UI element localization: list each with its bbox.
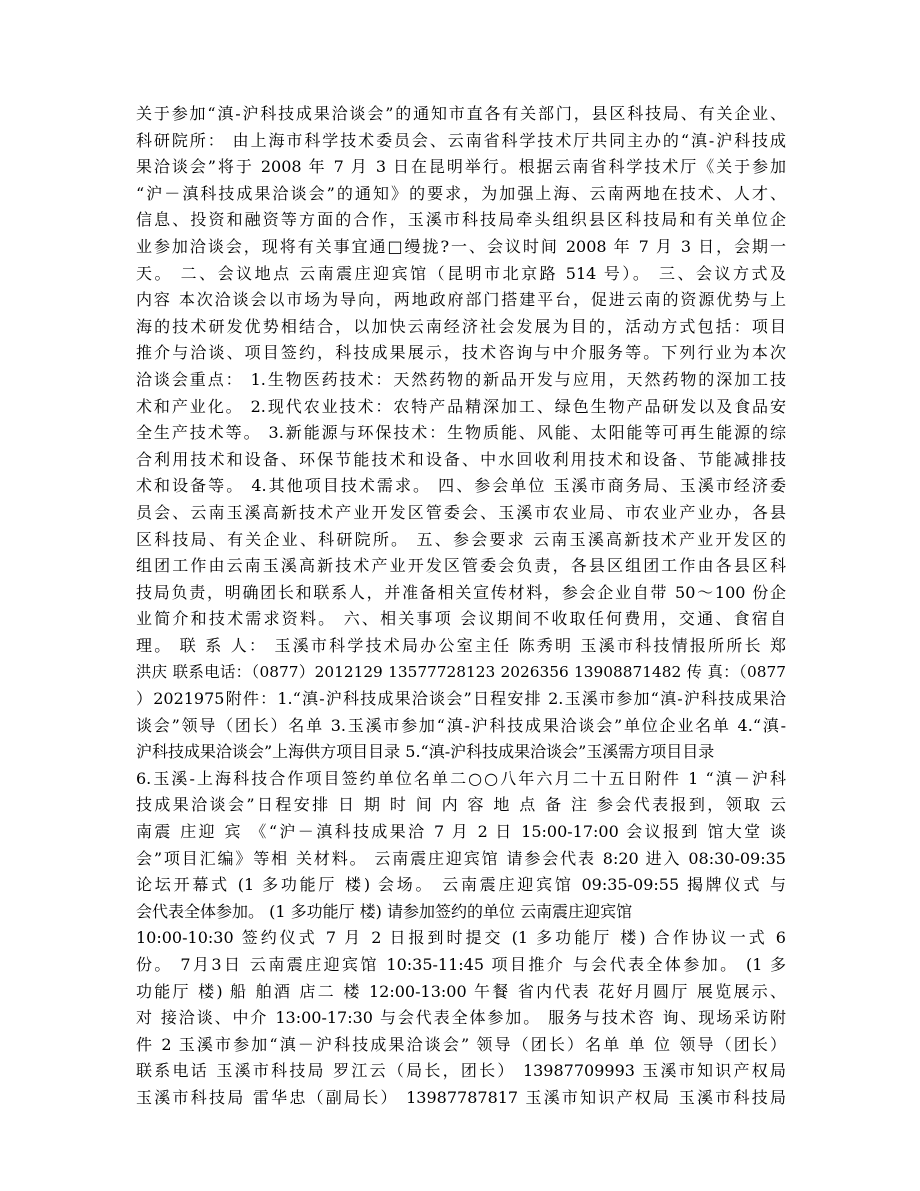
text-line: 海的技术研发优势相结合，以加快云南经济社会发展为目的，活动方式包括：项目 xyxy=(136,316,786,336)
text-line: 术和设备等。 4.其他项目技术需求。 四、参会单位 玉溪市商务局、玉溪市经济委 xyxy=(136,476,786,496)
text-line: 天。 二、会议地点 云南震庄迎宾馆（昆明市北京路 514 号）。 三、会议方式及 xyxy=(136,263,786,283)
text-line: 洽谈会重点： 1.生物医药技术：天然药物的新品开发与应用，天然药物的深加工技 xyxy=(136,369,786,389)
text-line: 组团工作由云南玉溪高新技术产业开发区管委会负责，各县区组团工作由各县区科 xyxy=(136,556,786,576)
text-line: 全生产技术等。 3.新能源与环保技术：生物质能、风能、太阳能等可再生能源的综 xyxy=(136,423,786,443)
text-line: 谈会”领导（团长）名单 3.玉溪市参加“滇-沪科技成果洽谈会”单位企业名单 4.“滇- xyxy=(136,715,786,735)
text-line: 业参加洽谈会，现将有关事宜通□缦拢?一、会议时间 2008 年 7 月 3 日，会期一 xyxy=(136,236,786,256)
text-line: 果洽谈会”将于 2008 年 7 月 3 日在昆明举行。根据云南省科学技术厅《关于参加 xyxy=(136,157,786,177)
text-line: 信息、投资和融资等方面的合作，玉溪市科技局牵头组织县区科技局和有关单位企 xyxy=(136,210,786,230)
text-line: 6.玉溪-上海科技合作项目签约单位名单二○○八年六月二十五日附件 1 “滇－沪科 xyxy=(136,768,786,788)
text-line: 件 2 玉溪市参加“滇－沪科技成果洽谈会” 领导（团长）名单 单 位 领导（团长） xyxy=(136,1034,786,1054)
text-line: 内容 本次洽谈会以市场为导向，两地政府部门搭建平台，促进云南的资源优势与上 xyxy=(136,290,786,310)
text-line: 会”项目汇编》等相 关材料。 云南震庄迎宾馆 请参会代表 8:20 进入 08:30-09:35 xyxy=(136,848,786,868)
text-line: 南震 庄迎 宾 《“沪－滇科技成果洽 7 月 2 日 15:00-17:00 会议报到 馆大堂 谈 xyxy=(136,822,786,842)
text-line: 份。 7月3日 云南震庄迎宾馆 10:35-11:45 项目推介 与会代表全体参加。 (1 多 xyxy=(136,955,786,974)
text-line: 业简介和技术需求资料。 六、相关事项 会议期间不收取任何费用，交通、食宿自 xyxy=(136,609,786,629)
text-line: 科研院所： 由上海市科学技术委员会、云南省科学技术厅共同主办的“滇-沪科技成 xyxy=(136,130,786,150)
text-line: 对 接洽谈、中介 13:00-17:30 与会代表全体参加。 服务与技术咨 询、现场采访附 xyxy=(136,1008,786,1028)
text-line: 会代表全体参加。 (1 多功能厅 楼) 请参加签约的单位 云南震庄迎宾馆 xyxy=(136,901,633,921)
text-line: 区科技局、有关企业、科研院所。 五、参会要求 云南玉溪高新技术产业开发区的 xyxy=(136,529,786,549)
text-line: 技成果洽谈会”日程安排 日 期 时 间 内 容 地 点 备 注 参会代表报到，领取 云 xyxy=(136,795,786,815)
text-line: 合利用技术和设备、环保节能技术和设备、中水回收利用技术和设备、节能减排技 xyxy=(136,449,786,469)
text-line: 玉溪市科技局 雷华忠（副局长） 13987787817 玉溪市知识产权局 玉溪市科技局 xyxy=(136,1087,786,1107)
document-body xyxy=(136,101,786,1112)
text-line: ）2021975附件：1.“滇-沪科技成果洽谈会”日程安排 2.玉溪市参加“滇-沪科技成果洽 xyxy=(136,689,786,709)
text-line: 10:00-10:30 签约仪式 7 月 2 日报到时提交 (1 多功能厅 楼) 合作协议一式 6 xyxy=(136,928,786,948)
text-line: 洪庆 联系电话：（0877）2012129 13577728123 2026356 13908871482 传 真：（0877 xyxy=(136,663,786,682)
text-line: “沪－滇科技成果洽谈会”的通知》的要求，为加强上海、云南两地在技术、人才、 xyxy=(136,183,786,203)
text-line: 术和产业化。 2.现代农业技术：农特产品精深加工、绿色生物产品研发以及食品安 xyxy=(136,396,786,416)
text-line: 关于参加“滇-沪科技成果洽谈会”的通知市直各有关部门，县区科技局、有关企业、 xyxy=(136,104,786,123)
text-line: 沪科技成果洽谈会”上海供方项目目录 5.“滇-沪科技成果洽谈会”玉溪需方项目目录 xyxy=(136,742,715,762)
text-line: 论坛开幕式 (1 多功能厅 楼) 会场。 云南震庄迎宾馆 09:35-09:55 揭牌仪式 与 xyxy=(136,875,786,895)
text-line: 技局负责，明确团长和联系人，并准备相关宣传材料，参会企业自带 50～100 份企 xyxy=(136,582,786,602)
text-line: 理。 联 系 人： 玉溪市科学技术局办公室主任 陈秀明 玉溪市科技情报所所长 郑 xyxy=(136,635,786,655)
text-line: 功能厅 楼) 船 舶酒 店二 楼 12:00-13:00 午餐 省内代表 花好月圆厅 展览展示、 xyxy=(136,981,786,1001)
text-line: 联系电话 玉溪市科技局 罗江云（局长，团长） 13987709993 玉溪市知识产权局 xyxy=(136,1061,786,1081)
text-line: 员会、云南玉溪高新技术产业开发区管委会、玉溪市农业局、市农业产业办，各县 xyxy=(136,502,786,522)
text-line: 推介与洽谈、项目签约，科技成果展示，技术咨询与中介服务等。下列行业为本次 xyxy=(136,343,786,363)
